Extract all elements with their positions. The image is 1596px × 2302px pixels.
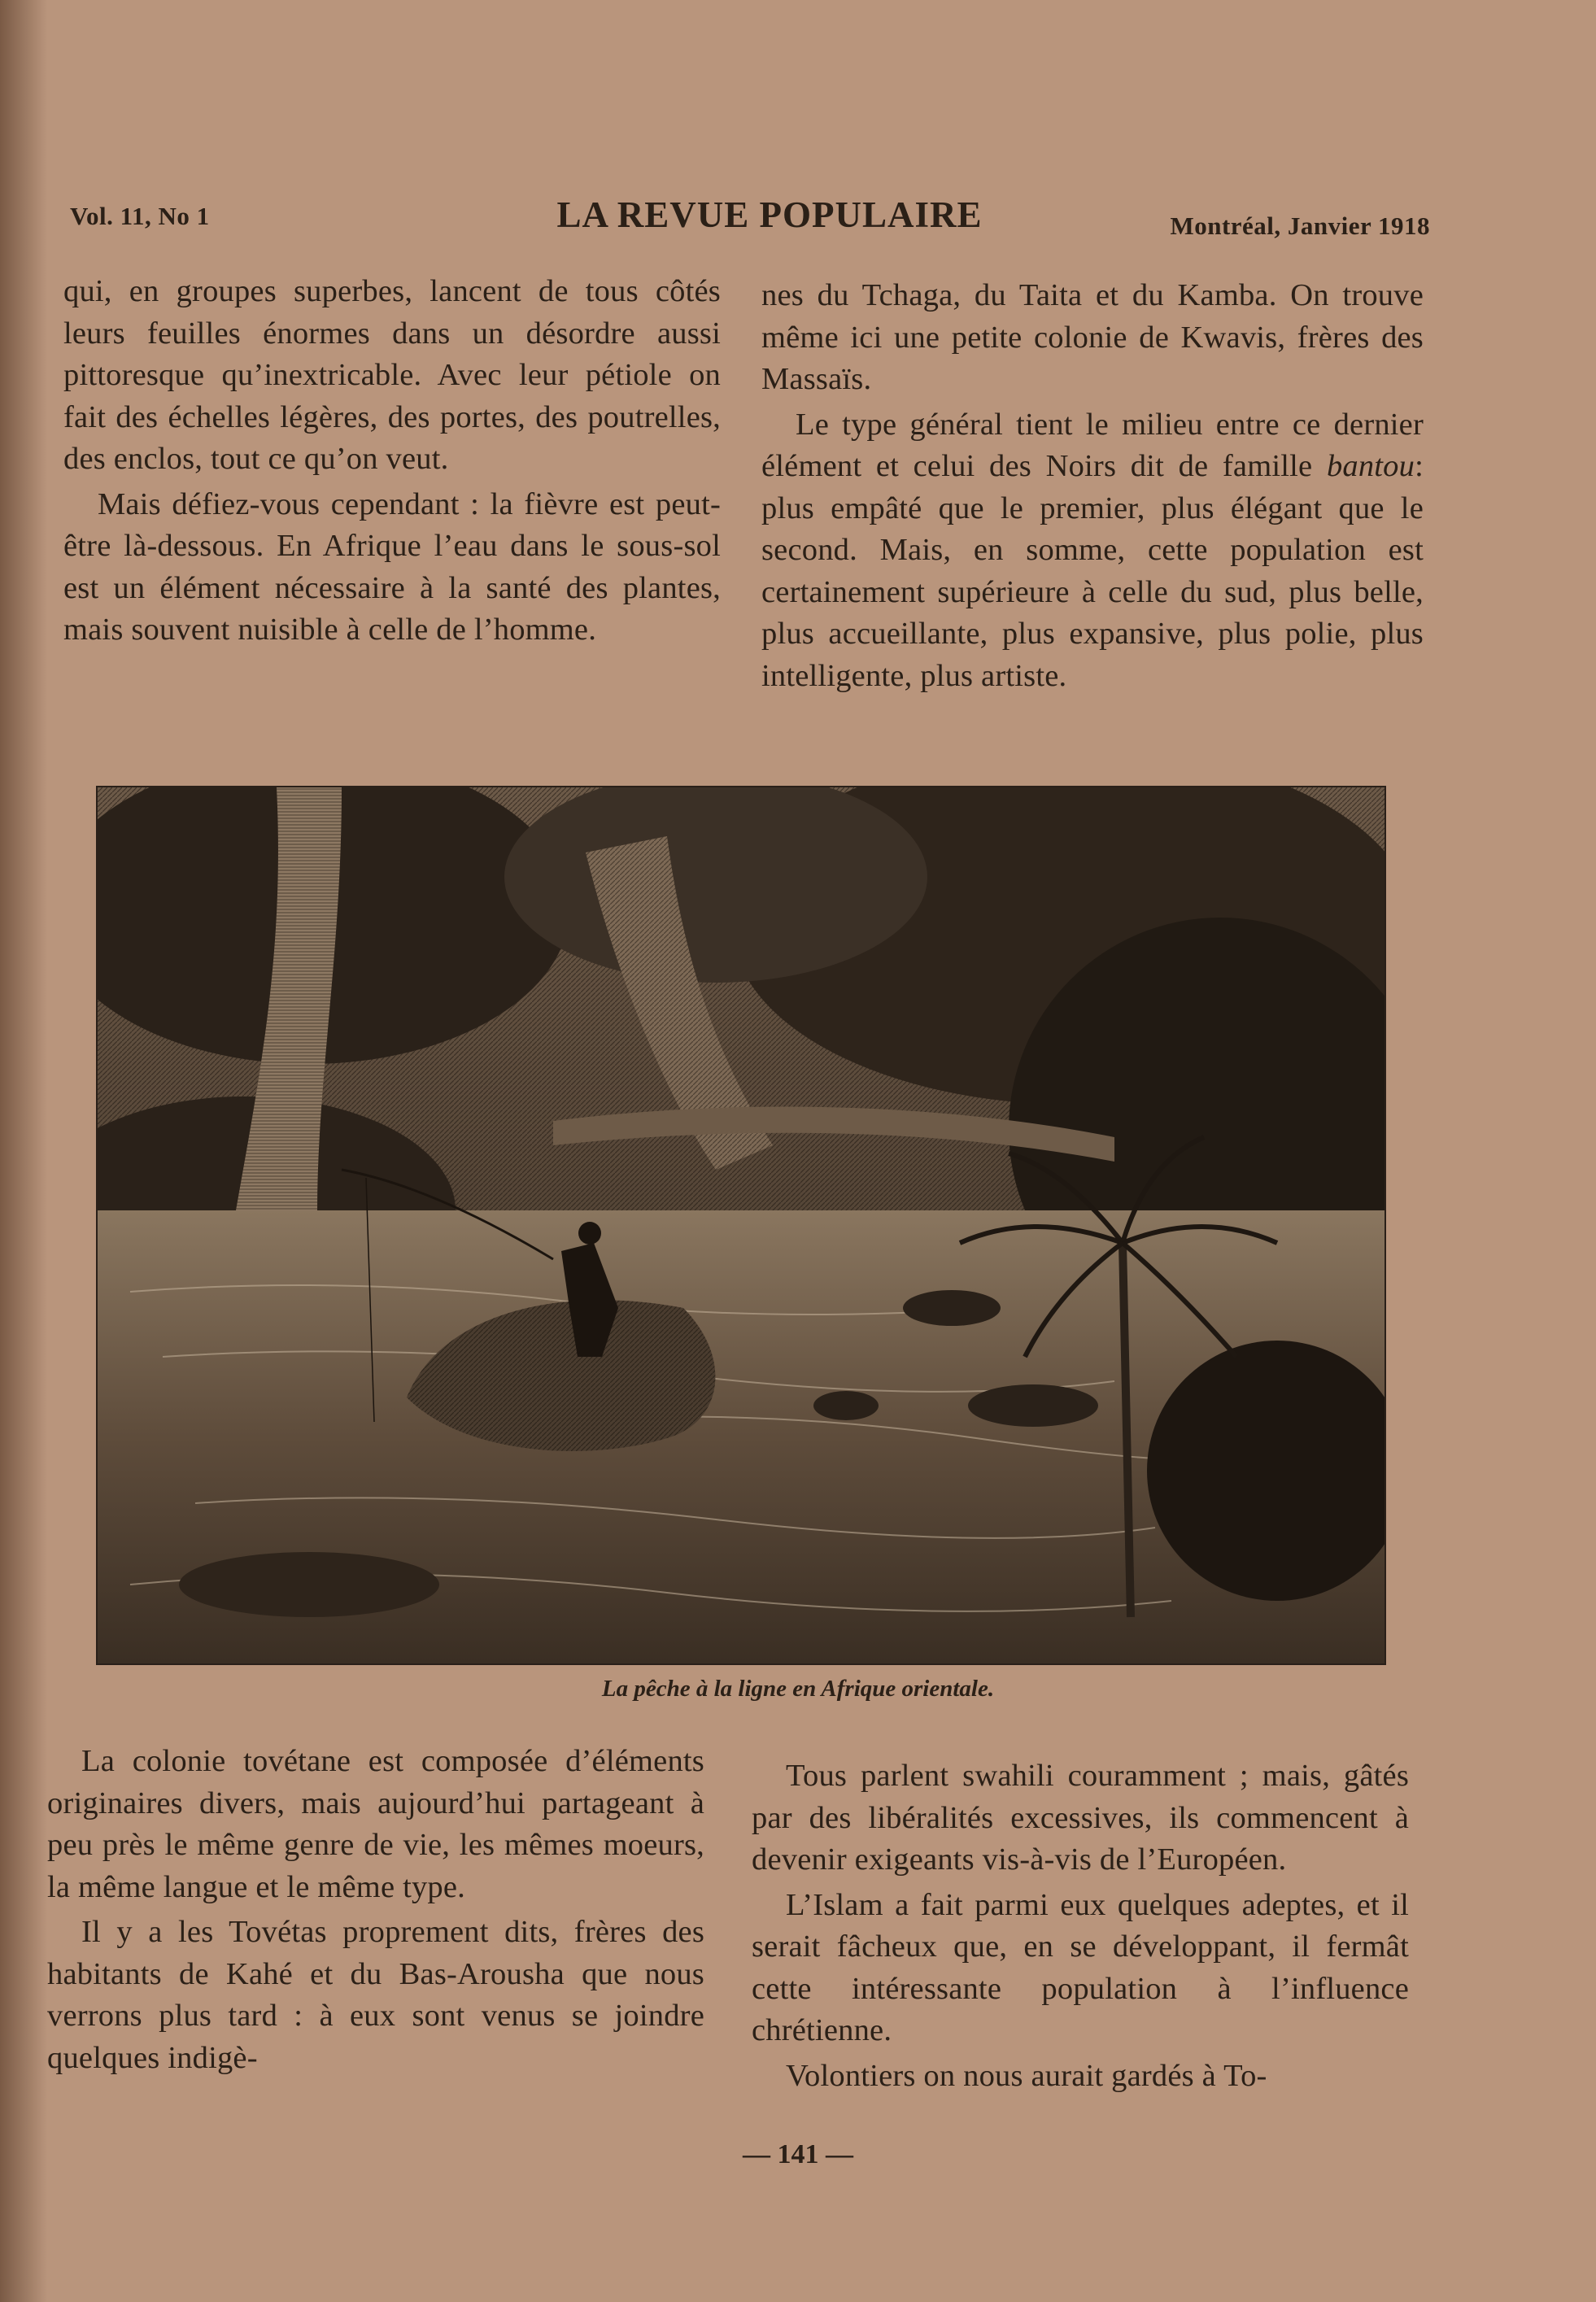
figure-caption: La pêche à la ligne en Afrique orientale.	[601, 1676, 995, 1702]
paragraph: nes du Tchaga, du Taita et du Kamba. On trouve même ici une petite colonie de Kwavis, frères des Massaïs.	[761, 278, 1424, 396]
text-run: Le type général tient le milieu entre ce dernier élément et celui des Noirs dit de famille	[761, 407, 1424, 483]
page-number	[0, 2139, 1596, 2170]
volume-number: Vol. 11, No 1	[70, 202, 210, 230]
paragraph: Mais défiez-vous cependant : la fièvre est peut-être là-dessous. En Afrique l’eau dans le sous-sol est un élément nécessaire à la santé des plantes, mais souvent nuisible à celle de l’homme.	[63, 486, 721, 647]
engraving-illustration	[96, 786, 1386, 1665]
binding-gutter	[0, 0, 47, 2302]
paragraph	[761, 404, 1424, 698]
paragraph: La colonie tovétane est composée d’éléments originaires divers, mais aujourd’hui partageant à peu près le même genre de vie, les mêmes moeurs, la même langue et le même type.	[47, 1744, 704, 1904]
paragraph: Volontiers on nous aurait gardés à To-	[786, 2058, 1267, 2093]
column-bottom-right	[752, 1755, 1409, 2097]
column-bottom-left	[47, 1741, 704, 2079]
paragraph: qui, en groupes superbes, lancent de tous côtés leurs feuilles énormes dans un désordre aussi pittoresque qu’inextricable. Avec leur pétiole on fait des échelles légères, des portes, des poutrelles, des enclos, tout ce qu’on veut.	[63, 274, 721, 476]
paragraph: L’Islam a fait parmi eux quelques adeptes, et il serait fâcheux que, en se développant, il fermât cette intéressante population à l’influence chrétienne.	[752, 1887, 1409, 2047]
column-top-left	[63, 271, 721, 652]
fishing-scene-image	[98, 787, 1385, 1663]
text-run: : plus empâté que le premier, plus élégant que le second. Mais, en somme, cette population est certainement supérieure à celle du sud, plus belle, plus accueillante, plus expansive, plus polie, plus intelligente, plus artiste.	[761, 449, 1424, 693]
journal-title: LA REVUE POPULAIRE	[556, 194, 983, 235]
column-top-right	[761, 275, 1424, 697]
page-number-text: — 141 —	[743, 2139, 853, 2169]
paragraph: Il y a les Tovétas proprement dits, frères des habitants de Kahé et du Bas-Arousha que nous verrons plus tard : à eux sont venus se joindre quelques indigè-	[47, 1915, 704, 2075]
paragraph: Tous parlent swahili couramment ; mais, gâtés par des libéralités excessives, ils commencent à devenir exigeants vis-à-vis de l’Européen.	[752, 1759, 1409, 1877]
running-header	[70, 194, 1430, 251]
italic-term: bantou	[1326, 449, 1415, 483]
issue-date: Montréal, Janvier 1918	[1170, 211, 1430, 240]
